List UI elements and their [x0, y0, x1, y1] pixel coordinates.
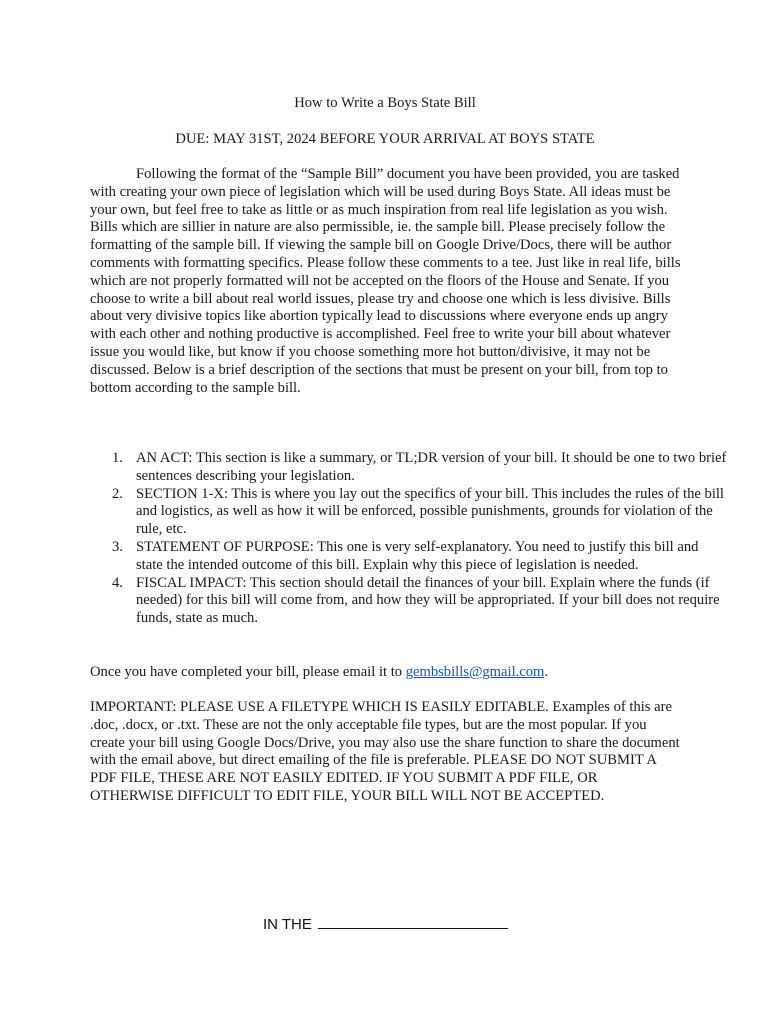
list-item-text: FISCAL IMPACT: This section should detail the finances of your bill. Explain where the funds (if needed) for this bill will come from, and how they will be appropriated. If your bill does not require funds, state as much. [136, 574, 720, 627]
list-item-section-1-x [112, 485, 728, 539]
list-item-number: 2. [112, 485, 123, 502]
list-item-number: 4. [112, 574, 123, 591]
email-link[interactable]: gembsbills@gmail.com [405, 664, 545, 680]
bill-sections-list [90, 450, 728, 628]
fill-in-blank [318, 912, 508, 929]
list-item-an-act [112, 450, 728, 486]
list-item-text: AN ACT: This section is like a summary, or TL;DR version of your bill. It should be one to two brief sentences describing your legislation. [136, 450, 727, 484]
email-prefix: Once you have completed your bill, please email it to [90, 664, 406, 680]
footer-line [263, 912, 508, 934]
footer-label: IN THE [263, 916, 312, 933]
intro-paragraph: Following the format of the “Sample Bill” document you have been provided, you are tasked with creating your own piece of legislation which will be used during Boys State. All ideas must be your own, but feel free to take as little or as much inspiration from real life legislation as you wish. Bills which are sillier in nature are also permissible, ie. the sample bill. Please precisely follow the formatting of the sample bill. If viewing the sample bill on Google Drive/Docs, there will be author comments with formatting specifics. Please follow these comments to a tee. Just like in real life, bills which are not properly formatted will not be accepted on the floors of the House and Senate. If you choose to write a bill about real world issues, please try and choose one which is less divisive. Bills about very divisive topics like abortion typically lead to discussions where everyone ends up angry with each other and nothing productive is accomplished. Feel free to write your bill about whatever issue you would like, but know if you choose something more hot button/divisive, it may not be discussed. Below is a brief description of the sections that must be present on your bill, from top to bottom according to the sample bill. [90, 166, 681, 396]
list-item-number: 1. [112, 450, 123, 466]
list-item-fiscal-impact [112, 574, 728, 628]
important-notice: IMPORTANT: PLEASE USE A FILETYPE WHICH IS EASILY EDITABLE. Examples of this are .doc, .docx, or .txt. These are not the only acceptable file types, but are the most popular. If you create your bill using Google Docs/Drive, you may also use the share function to share the document with the email above, but direct emailing of the file is preferable. PLEASE DO NOT SUBMIT A PDF FILE, THESE ARE NOT EASILY EDITED. IF YOU SUBMIT A PDF FILE, OR OTHERWISE DIFFICULT TO EDIT FILE, YOUR BILL WILL NOT BE ACCEPTED. [90, 699, 680, 804]
email-suffix: . [544, 664, 549, 680]
document-title: How to Write a Boys State Bill [294, 95, 476, 111]
list-item-number: 3. [112, 538, 123, 555]
due-date-line: DUE: MAY 31ST, 2024 BEFORE YOUR ARRIVAL AT BOYS STATE [175, 131, 595, 147]
email-instruction [90, 664, 682, 682]
list-item-statement-of-purpose [112, 538, 728, 575]
list-item-text: SECTION 1-X: This is where you lay out the specifics of your bill. This includes the rules of the bill and logistics, as well as how it will be enforced, possible punishments, grounds for violation of the rule, etc. [136, 485, 724, 538]
list-item-text: STATEMENT OF PURPOSE: This one is very self-explanatory. You need to justify this bill and state the intended outcome of this bill. Explain why this piece of legislation is needed. [136, 538, 699, 573]
